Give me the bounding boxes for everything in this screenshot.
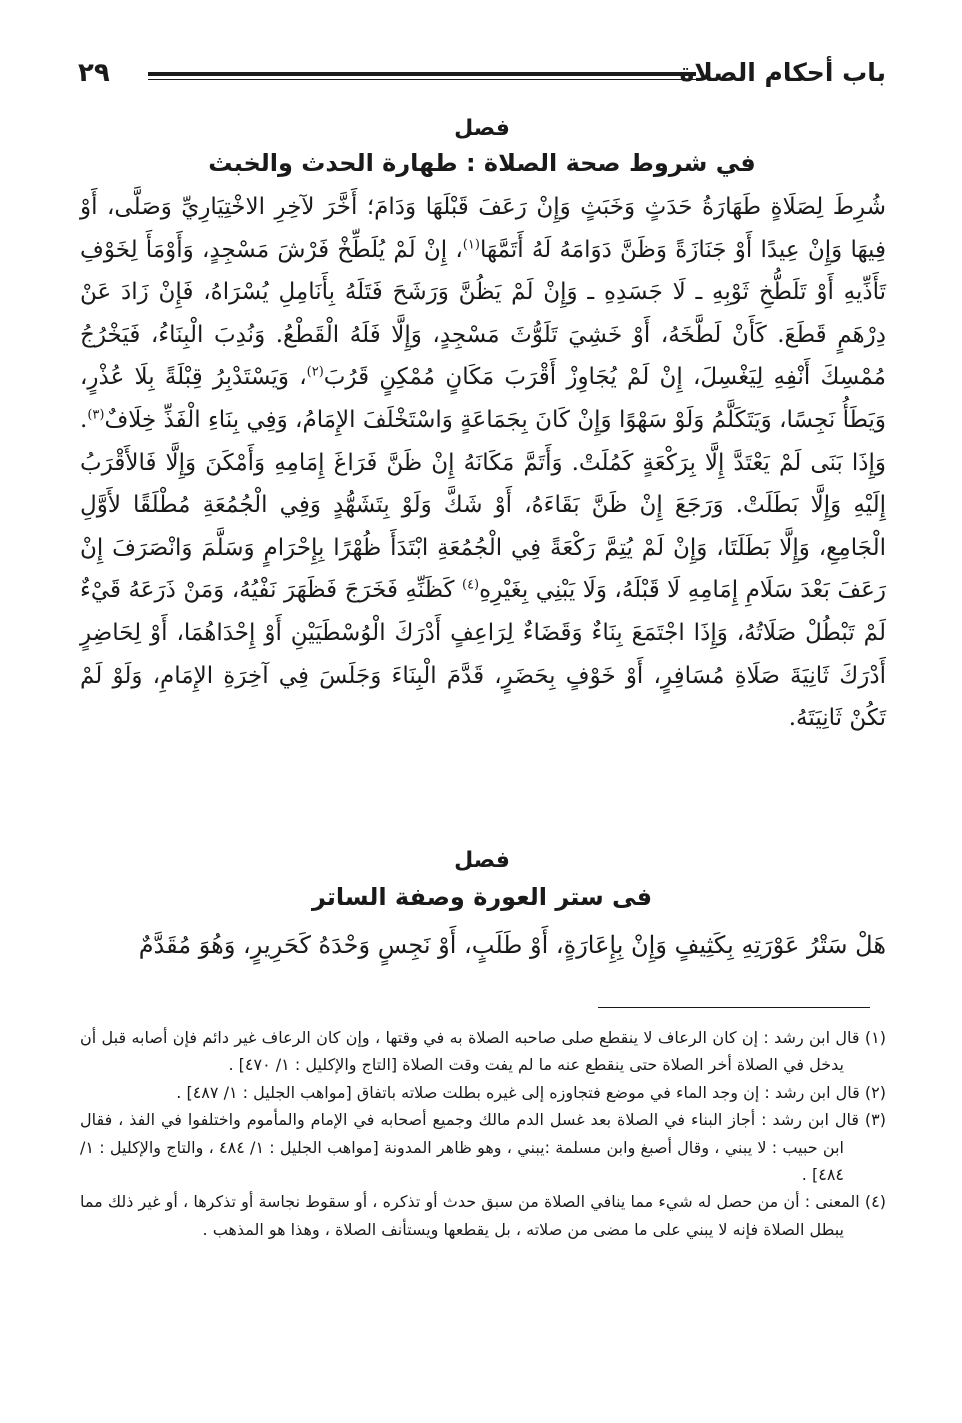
footnote-1 xyxy=(80,1024,886,1079)
header-rule xyxy=(148,72,696,76)
footnote-text: قال ابن رشد : إن كان الرعاف لا ينقطع صلى صاحبه الصلاة به في وقتها ، وإن كان الرعاف غير دائم فإن أصابه قبل أن يدخل في الصلاة أخر الصلاة حتى ينقطع عنه ما لم يفت وقت الصلاة [التاج والإكليل : ١/ ٤٧٠] . xyxy=(80,1028,860,1075)
footnote-mark-4[interactable]: (٤) xyxy=(461,577,480,593)
section1-label: فصل xyxy=(454,116,510,141)
section1-title: في شروط صحة الصلاة : طهارة الحدث والخبث xyxy=(208,149,756,177)
body-text-segment: شُرِطَ لِصَلَاةٍ طَهَارَةُ حَدَثٍ وَخَبَثٍ وَإِنْ رَعَفَ قَبْلَهَا وَدَامَ؛ أَخَّرَ لآخِرِ الاخْتِيَارِيِّ وَصَلَّى، أَوْ فِيهَا وَإِنْ عِيدًا أَوْ جَنَازَةً وَظَنَّ دَوَامَهُ لَهُ أَتَمَّهَا xyxy=(80,194,886,263)
footnote-3 xyxy=(80,1106,886,1188)
page-number: ٢٩ xyxy=(78,58,110,88)
section2-body xyxy=(80,924,886,967)
footnote-mark-2[interactable]: (٢) xyxy=(306,364,324,380)
body-text-segment: . وَإِذَا بَنَى لَمْ يَعْتَدَّ إِلَّا بِرَكْعَةٍ كَمُلَتْ. وَأَتَمَّ مَكَانَهُ إِنْ ظَنَّ فَرَاغَ إِمَامِهِ وَأَمْكَنَ وَإِلَّا فَالأَقْرَبُ إِلَيْهِ وَإِلَّا بَطَلَتْ. وَرَجَعَ إِنْ ظَنَّ بَقَاءَهُ، أَوْ شَكَّ وَلَوْ بِتَشَهُّدٍ وَفِي الْجُمُعَةِ مُطْلَقًا لأَوَّلِ الْجَامِعِ، وَإِلَّا بَطَلَتَا، وَإِنْ لَمْ يُتِمَّ رَكْعَةً فِي الْجُمُعَةِ ابْتَدَأَ ظُهْرًا بِإِحْرَامٍ وَسَلَّمَ وَانْصَرَفَ إِنْ رَعَفَ بَعْدَ سَلَامِ إِمَامِهِ لَا قَبْلَهُ، وَلَا يَبْنِي بِغَيْرِهِ xyxy=(80,406,887,604)
footnote-number: (٤) xyxy=(864,1192,887,1212)
footnote-number: (٢) xyxy=(864,1082,886,1102)
footnote-4 xyxy=(80,1188,886,1243)
section2-title: فى ستر العورة وصفة الساتر xyxy=(311,883,653,911)
footnote-mark-1[interactable]: (١) xyxy=(462,236,480,252)
body-text-segment: ، وَيَسْتَدْبِرُ قِبْلَةً بِلَا عُذْرٍ، وَيَطَأُ نَجِسًا، وَيَتَكَلَّمُ وَلَوْ سَهْوًا وَإِنْ كَانَ بِجَمَاعَةٍ وَاسْتَخْلَفَ الإِمَامُ، وَفِي بِنَاءِ الْفَذِّ خِلَافٌ xyxy=(80,364,886,433)
section2-label: فصل xyxy=(454,848,510,873)
footnote-text: المعنى : أن من حصل له شيء مما ينافي الصلاة من سبق حدث أو تذكره ، أو سقوط نجاسة أو تذكرها ، أو غير ذلك مما يبطل الصلاة فإنه لا يبني على ما مضى من صلاته ، بل يقطعها ويستأنف الصلاة ، وهذا هو المذهب . xyxy=(80,1192,860,1239)
footnote-text: قال ابن رشد : إن وجد الماء في موضع فتجاوزه إلى غيره بطلت صلاته باتفاق [مواهب الجليل : ١/ ٤٨٧] . xyxy=(176,1082,860,1102)
footnotes xyxy=(80,1024,886,1243)
body-text-segment: هَلْ سَتْرُ عَوْرَتِهِ بِكَثِيفٍ وَإِنْ بِإِعَارَةٍ، أَوْ طَلَبٍ، أَوْ نَجِسٍ وَحْدَهُ كَحَرِيرٍ، وَهُوَ مُقَدَّمٌ xyxy=(138,931,886,959)
body-text-segment: ، إِنْ لَمْ يُلَطِّخْ فَرْشَ مَسْجِدٍ، وَأَوْمَأَ لِخَوْفِ تَأَذِّيهِ أَوْ تَلَطُّخِ ثَوْبِهِ ـ لَا جَسَدِهِ ـ وَإِنْ لَمْ يَظُنَّ وَرَشَحَ فَتَلَهُ بِأَنَامِلِ يُسْرَاهُ، فَإِنْ زَادَ عَنْ دِرْهَمٍ قَطَعَ. كَأَنْ لَطَّخَهُ، أَوْ خَشِيَ تَلَوُّثَ مَسْجِدٍ، وَإِلَّا فَلَهُ الْقَطْعُ. وَنُدِبَ الْبِنَاءُ، فَيَخْرُجُ مُمْسِكَ أَنْفِهِ لِيَغْسِلَ، إِنْ لَمْ يُجَاوِزْ أَقْرَبَ مَكَانٍ مُمْكِنٍ قَرُبَ xyxy=(80,236,887,391)
running-header xyxy=(78,56,886,96)
footnote-2 xyxy=(80,1079,886,1106)
footnote-number: (٣) xyxy=(864,1110,887,1130)
footnote-text: قال ابن رشد : أجاز البناء في الصلاة بعد غسل الدم مالك وجميع أصحابه في الإمام والمأموم واختلفوا في الفذ ، فقال ابن حبيب : لا يبني ، وقال أصبغ وابن مسلمة :يبني ، وهو ظاهر المدونة [مواهب الجليل : ١/ ٤٨٤ ، والتاج والإكليل : ١/ ٤٨٤] . xyxy=(80,1110,859,1185)
footnote-mark-3[interactable]: (٣) xyxy=(87,407,105,423)
body-text-segment: كَظَنِّهِ فَخَرَجَ فَظَهَرَ نَفْيُهُ، وَمَنْ ذَرَعَهُ قَيْءٌ لَمْ تَبْطُلْ صَلَاتُهُ، وَإِذَا اجْتَمَعَ بِنَاءٌ وَقَضَاءٌ لِرَاعِفٍ أَدْرَكَ الْوُسْطَيَيْنِ أَوْ إِحْدَاهُمَا، أَوْ لِحَاضِرٍ أَدْرَكَ ثَانِيَةَ صَلَاةِ مُسَافِرٍ، أَوْ خَوْفٍ بِحَضَرٍ، قَدَّمَ الْبِنَاءَ وَجَلَسَ فِي آخِرَةِ الإِمَامِ، وَلَوْ لَمْ تَكُنْ ثَانِيَتَهُ. xyxy=(80,577,886,732)
footnote-separator xyxy=(598,1007,870,1008)
section1-body xyxy=(80,186,886,740)
header-rule-thin xyxy=(148,79,696,80)
footnote-number: (١) xyxy=(864,1028,886,1047)
chapter-title: باب أحكام الصلاة xyxy=(679,58,886,87)
